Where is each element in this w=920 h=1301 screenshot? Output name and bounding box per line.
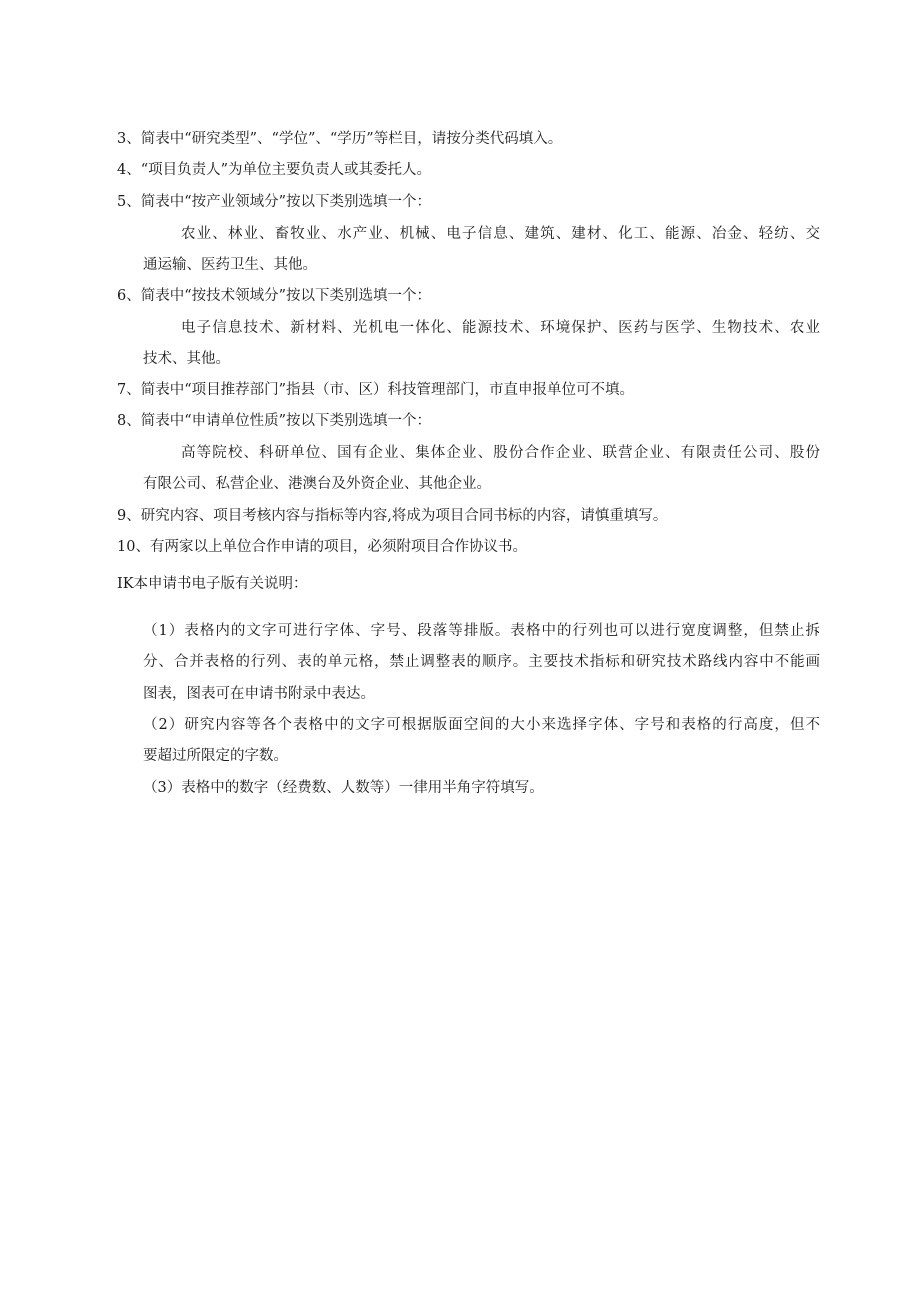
note-item-6-line-1: 电子信息技术、新材料、光机电一体化、能源技术、环境保护、医药与医学、生物技术、农业: [181, 320, 820, 336]
electronic-point-1-line-3: 图表，图表可在申请书附录中表达。: [143, 686, 375, 702]
electronic-point-2-line-2: 要超过所限定的字数。: [143, 748, 288, 764]
electronic-version-heading: IK本申请书电子版有关说明：: [117, 576, 308, 592]
note-item-5-line-2: 通运输、医药卫生、其他。: [143, 257, 317, 273]
electronic-point-1-line-2: 分、合并表格的行列、表的单元格，禁止调整表的顺序。主要技术指标和研究技术路线内容中不能画: [143, 654, 820, 670]
note-item-5-line-1: 农业、林业、畜牧业、水产业、机械、电子信息、建筑、建材、化工、能源、冶金、轻纺、交: [181, 226, 820, 242]
note-item-3: 3、简表中“研究类型”、“学位”、“学历”等栏目，请按分类代码填入。: [117, 131, 563, 147]
note-item-6-heading: 6、简表中“按技术领域分”按以下类别选填一个：: [117, 288, 432, 304]
note-item-5-heading: 5、简表中“按产业领域分”按以下类别选填一个：: [117, 194, 432, 210]
electronic-point-3: （3）表格中的数字（经费数、人数等）一律用半角字符填写。: [143, 780, 544, 796]
note-item-4: 4、“项目负责人”为单位主要负责人或其委托人。: [117, 162, 432, 178]
electronic-point-1-line-1: （1）表格内的文字可进行字体、字号、段落等排版。表格中的行列也可以进行宽度调整，但禁止拆: [143, 623, 820, 639]
note-item-7: 7、简表中“项目推荐部门”指县（市、区）科技管理部门，市直申报单位可不填。: [117, 382, 635, 398]
note-item-8-line-2: 有限公司、私营企业、港澳台及外资企业、其他企业。: [143, 476, 491, 492]
electronic-point-2-line-1: （2）研究内容等各个表格中的文字可根据版面空间的大小来选择字体、字号和表格的行高度，但不: [143, 717, 820, 733]
note-item-6-line-2: 技术、其他。: [143, 351, 230, 367]
note-item-10: 10、有两家以上单位合作申请的项目，必须附项目合作协议书。: [117, 539, 527, 555]
note-item-8-heading: 8、简表中“申请单位性质”按以下类别选填一个：: [117, 413, 432, 429]
note-item-9: 9、研究内容、项目考核内容与指标等内容,将成为项目合同书标的内容，请慎重填写。: [117, 508, 668, 524]
note-item-8-line-1: 高等院校、科研单位、国有企业、集体企业、股份合作企业、联营企业、有限责任公司、股份: [181, 445, 820, 461]
